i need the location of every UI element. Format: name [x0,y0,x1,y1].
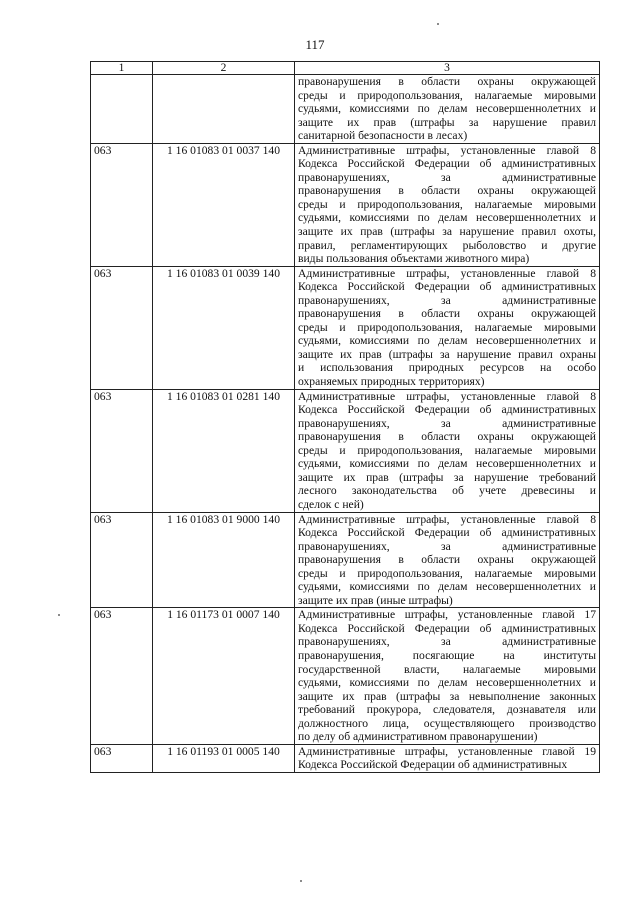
description-line: и использования природных ресурсов на особо [298,361,596,375]
description-line: среды и природопользования, налагаемые мировыми [298,566,596,580]
page-number: 117 [305,37,325,52]
description-line: Административные штрафы, установленные главой 8 [298,512,596,526]
description-line: по делу об административном правонарушении) [298,730,538,744]
description-line: правонарушениях, за административные [298,539,596,553]
description-line: судьями, комиссиями по делам несовершеннолетних и [298,211,596,225]
admin-code-cell: 063 [91,266,153,389]
description-line: Кодекса Российской Федерации об административных [298,758,568,772]
description-line: правонарушения, посягающие на институты [298,648,596,662]
budget-classification-code-cell: 1 16 01083 01 0037 140 [153,143,295,266]
table-row [91,512,600,608]
description-cell [295,75,600,144]
description-line: Административные штрафы, установленные главой 19 [298,744,596,758]
budget-codes-table [90,61,600,773]
description-line: Кодекса Российской Федерации об административных [298,526,596,540]
description-cell [295,744,600,772]
column-header-1: 1 [91,62,153,75]
description-line: правонарушения в области охраны окружающей [298,553,596,567]
scan-speck [437,23,439,25]
description-cell [295,389,600,512]
description-line: охраняемых природных территориях) [298,375,485,389]
description-line: Административные штрафы, установленные главой 8 [298,143,596,157]
description-line: Кодекса Российской Федерации об административных [298,403,596,417]
description-line: сделок с ней) [298,497,364,511]
description-line: требований прокурора, следователя, дознавателя или [298,703,596,717]
admin-code-cell: 063 [91,512,153,608]
table-row [91,744,600,772]
table-row [91,266,600,389]
budget-classification-code-cell: 1 16 01173 01 0007 140 [153,608,295,744]
budget-classification-code-cell: 1 16 01083 01 9000 140 [153,512,295,608]
description-line: правил, регламентирующих рыболовство и другие [298,238,596,252]
description-line: лесного законодательства об учете древесины и [298,484,596,498]
description-line: правонарушения в области охраны окружающей [298,75,596,88]
description-line: Административные штрафы, установленные главой 8 [298,389,596,403]
scan-speck [58,614,60,616]
description-line: судьями, комиссиями по делам несовершеннолетних и [298,676,596,690]
description-line: санитарной безопасности в лесах) [298,129,468,143]
table-row [91,143,600,266]
description-line: защите их прав (штрафы за нарушение правил [298,115,596,129]
description-line: защите их прав (штрафы за нарушение правил охраны [298,347,596,361]
description-line: правонарушениях, за административные [298,416,596,430]
description-cell [295,266,600,389]
description-line: Кодекса Российской Федерации об административных [298,157,596,171]
description-line: судьями, комиссиями по делам несовершеннолетних и [298,102,596,116]
description-line: должностного лица, осуществляющего производство [298,716,596,730]
description-line: Кодекса Российской Федерации об административных [298,621,596,635]
description-line: правонарушения в области охраны окружающей [298,184,596,198]
description-line: среды и природопользования, налагаемые мировыми [298,320,596,334]
description-line: защите их прав (штрафы за нарушение правил охоты, [298,225,596,239]
description-line: среды и природопользования, налагаемые мировыми [298,197,596,211]
description-cell [295,512,600,608]
column-number-header-row [91,62,600,75]
description-cell [295,143,600,266]
admin-code-cell: 063 [91,389,153,512]
description-line: правонарушениях, за административные [298,635,596,649]
description-line: судьями, комиссиями по делам несовершеннолетних и [298,334,596,348]
column-header-3: 3 [295,62,600,75]
description-line: судьями, комиссиями по делам несовершеннолетних и [298,457,596,471]
description-line: правонарушения в области охраны окружающей [298,307,596,321]
table-row [91,608,600,744]
description-line: правонарушения в области охраны окружающей [298,430,596,444]
description-line: государственной власти, налагаемые мировыми [298,662,596,676]
description-line: виды пользования объектами животного мира) [298,252,530,266]
description-cell [295,608,600,744]
admin-code-cell [91,75,153,144]
scan-speck [300,880,302,882]
table-row [91,389,600,512]
description-line: судьями, комиссиями по делам несовершеннолетних и [298,580,596,594]
budget-classification-code-cell: 1 16 01083 01 0039 140 [153,266,295,389]
table-body [91,75,600,773]
description-line: правонарушениях, за административные [298,293,596,307]
table-row [91,75,600,144]
description-line: защите их прав (штрафы за нарушение требований [298,470,596,484]
column-header-2: 2 [153,62,295,75]
description-line: среды и природопользования, налагаемые мировыми [298,443,596,457]
budget-classification-code-cell: 1 16 01193 01 0005 140 [153,744,295,772]
description-line: защите их прав (штрафы за невыполнение законных [298,689,596,703]
description-line: Административные штрафы, установленные главой 17 [298,608,596,622]
description-line: среды и природопользования, налагаемые мировыми [298,88,596,102]
description-line: Административные штрафы, установленные главой 8 [298,266,596,280]
admin-code-cell: 063 [91,744,153,772]
description-line: правонарушениях, за административные [298,170,596,184]
budget-classification-code-cell: 1 16 01083 01 0281 140 [153,389,295,512]
admin-code-cell: 063 [91,143,153,266]
budget-classification-code-cell [153,75,295,144]
admin-code-cell: 063 [91,608,153,744]
description-line: защите их прав (иные штрафы) [298,593,453,607]
description-line: Кодекса Российской Федерации об административных [298,280,596,294]
